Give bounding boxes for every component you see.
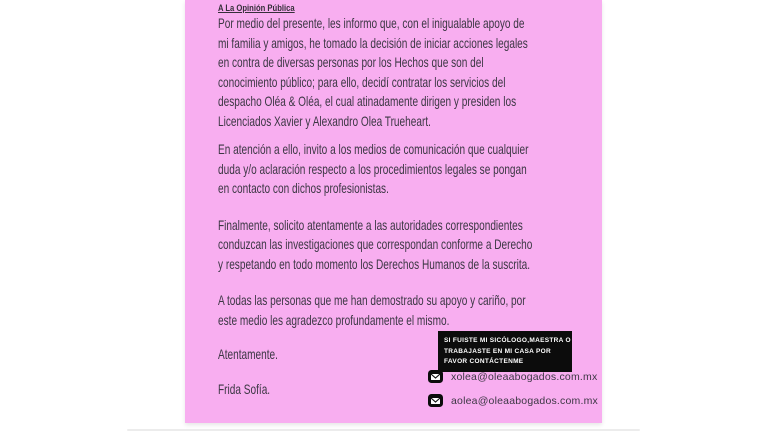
text-line: duda y/o aclaración respecto a los procedimientos legales se pongan <box>218 160 527 177</box>
note-box <box>438 331 572 372</box>
signature-name: Frida Sofía. <box>218 381 271 397</box>
statement-poster <box>185 0 602 423</box>
text-line: mi familia y amigos, he tomado la decisión de iniciar acciones legales <box>218 34 528 51</box>
contact-row <box>428 393 598 408</box>
paragraph <box>218 291 578 330</box>
text-line: Finalmente, solicito atentamente a las autoridades correspondientes <box>218 216 523 233</box>
text-line: A todas las personas que me han demostrado su apoyo y cariño, por <box>218 292 526 308</box>
note-text-line: FAVOR CONTÁCTENME <box>444 358 524 365</box>
letter <box>185 0 602 330</box>
contact-row <box>428 369 598 384</box>
bottom-divider <box>127 429 640 431</box>
text-line: En atención a ello, invito a los medios de comunicación que cualquier <box>218 141 529 157</box>
text-line: este medio les agradezco profundamente el mismo. <box>218 311 450 328</box>
text-line: despacho Oléa & Oléa, el cual atinadamente dirigen y presiden los <box>218 93 517 109</box>
contact-list <box>428 369 598 417</box>
email-address: xolea@oleaabogados.com.mx <box>451 370 598 383</box>
closing-line: Atentamente. <box>218 346 278 362</box>
letter-body <box>218 14 578 330</box>
email-address: aolea@oleaabogados.com.mx <box>451 394 598 407</box>
paragraph <box>218 14 578 131</box>
text-line: y respetando en todo momento los Derechos Humanos de la suscrita. <box>218 255 531 272</box>
text-line: en contacto con dichos profesionistas. <box>218 180 389 196</box>
text-line: conduzcan las investigaciones que correspondan conforme a Derecho <box>218 236 533 252</box>
text-line: Licenciados Xavier y Alexandro Olea Trueheart. <box>218 112 431 129</box>
text-line: conocimiento público; para ello, decidí contratar los servicios del <box>218 73 506 90</box>
letter-header: A La Opinión Pública <box>218 3 295 13</box>
note-text-line: SI FUISTE MI SICÓLOGO,MAESTRA O <box>444 337 571 344</box>
text-line: en contra de diversas personas por los Hechos que son del <box>218 54 484 70</box>
envelope-icon <box>428 394 443 407</box>
text-line: Por medio del presente, les informo que, con el inigualable apoyo de <box>218 15 525 31</box>
note-text-line: TRABAJASTE EN MI CASA POR <box>444 347 552 355</box>
paragraph <box>218 216 578 275</box>
envelope-icon <box>428 370 443 383</box>
paragraph <box>218 140 578 199</box>
